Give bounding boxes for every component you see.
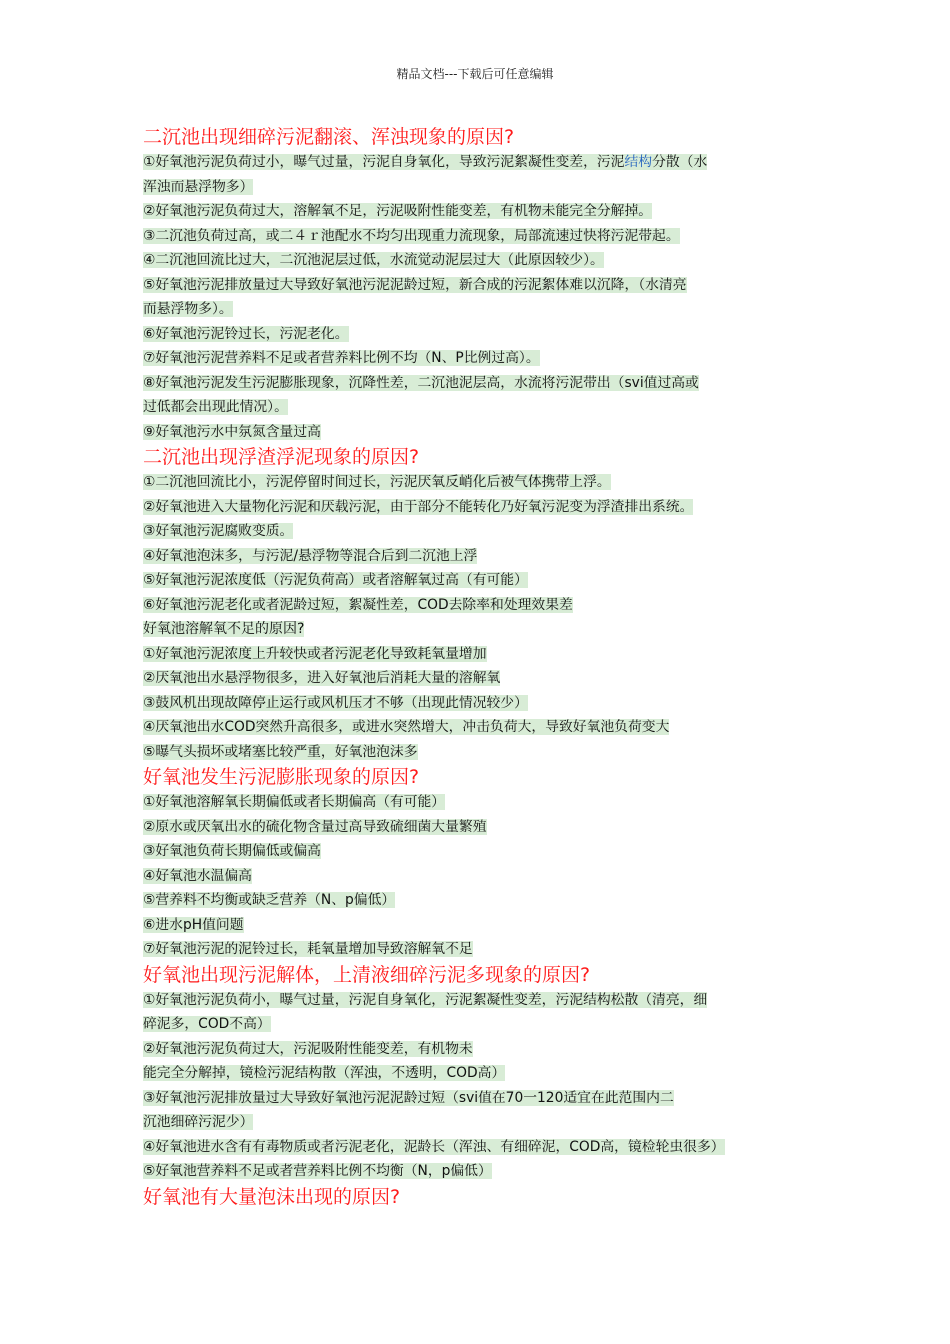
list-item: ⑤好氧池污泥排放量过大导致好氧池污泥泥龄过短，新合成的污泥絮体难以沉降，（水清亮 bbox=[143, 276, 687, 293]
list-item: ①好氧池污泥负荷小，曝气过量，污泥自身氧化，污泥絮凝性变差，污泥结构松散（清亮，细 bbox=[143, 991, 708, 1008]
list-item: ⑧好氧池污泥发生污泥膨胀现象，沉降性差，二沉池泥层高，水流将污泥带出（svi值过高或 bbox=[143, 374, 699, 391]
page-header: 精品文档---下载后可任意编辑 bbox=[396, 67, 554, 81]
section-heading: 好氧池有大量泡沫出现的原因? bbox=[143, 1185, 401, 1208]
list-item: ⑦好氧池污泥营养料不足或者营养料比例不均（N、P比例过高）。 bbox=[143, 350, 540, 366]
section-heading: 二沉池出现细碎污泥翻滚、浑浊现象的原因? bbox=[143, 126, 515, 148]
list-item: ②好氧池进入大量物化污泥和厌载污泥，由于部分不能转化乃好氧污泥变为浮渣排出系统。 bbox=[143, 498, 694, 515]
list-item: 能完全分解掉，镜检污泥结构散（浑浊，不透明，COD高） bbox=[143, 1065, 506, 1081]
list-item: ④好氧池进水含有有毒物质或者污泥老化，泥龄长（浑浊、有细碎泥，COD高，镜检轮虫很多） bbox=[143, 1138, 725, 1155]
list-item: ①二沉池回流比小，污泥停留时间过长，污泥厌氧反峭化后被气体携带上浮。 bbox=[143, 474, 611, 490]
list-item: 沉池细碎污泥少） bbox=[143, 1114, 254, 1130]
list-item: ②好氧池污泥负荷过大，溶解氧不足，污泥吸附性能变差，有机物未能完全分解掉。 bbox=[143, 203, 653, 219]
document-body bbox=[143, 124, 813, 1210]
list-item: ⑥好氧池污泥铃过长，污泥老化。 bbox=[143, 325, 349, 342]
section-heading: 二沉池出现浮渣浮泥现象的原因? bbox=[143, 446, 420, 468]
list-item: ⑦好氧池污泥的泥铃过长，耗氧量增加导致溶解氧不足 bbox=[143, 941, 473, 957]
list-item: ⑤营养料不均衡或缺乏营养（N、p偏低） bbox=[143, 892, 396, 908]
list-item: ②厌氧池出水悬浮物很多，进入好氧池后消耗大量的溶解氧 bbox=[143, 670, 501, 686]
list-item: ③二沉池负荷过高，或二４ｒ池配水不均匀出现重力流现象，局部流速过快将污泥带起。 bbox=[143, 227, 680, 244]
list-item: ⑥进水pH值问题 bbox=[143, 916, 244, 933]
list-item: ⑤好氧池营养料不足或者营养料比例不均衡（N，p偏低） bbox=[143, 1163, 492, 1179]
list-item: 浑浊而悬浮物多） bbox=[143, 178, 254, 195]
list-item: ③鼓风机出现故障停止运行或风机压才不够（出现此情况较少） bbox=[143, 694, 528, 711]
list-item: ④好氧池泡沫多，与污泥/悬浮物等混合后到二沉池上浮 bbox=[143, 547, 478, 564]
list-item: 碎泥多，COD不高） bbox=[143, 1016, 271, 1032]
list-item: ⑤好氧池污泥浓度低（污泥负荷高）或者溶解氧过高（有可能） bbox=[143, 572, 528, 588]
list-item: ③好氧池污泥排放量过大导致好氧池污泥泥龄过短（svi值在70一120适宜在此范围内二 bbox=[143, 1089, 674, 1106]
section-heading: 好氧池出现污泥解体，上清液细碎污泥多现象的原因? bbox=[143, 963, 591, 986]
list-item: ①好氧池污泥负荷过小，曝气过量，污泥自身氧化，导致污泥絮凝性变差，污泥结构分散（水 bbox=[143, 154, 708, 170]
list-item: ④好氧池水温偏高 bbox=[143, 867, 252, 884]
list-item: ⑥好氧池污泥老化或者泥龄过短，絮凝性差，COD去除率和处理效果差 bbox=[143, 596, 573, 613]
section-heading: 好氧池发生污泥膨胀现象的原因? bbox=[143, 766, 420, 788]
section-heading: 好氧池溶解氧不足的原因? bbox=[143, 621, 305, 637]
list-item: ⑤曝气头损坏或堵塞比较严重，好氧池泡沫多 bbox=[143, 743, 418, 760]
list-item: ③好氧池污泥腐败变质。 bbox=[143, 523, 294, 539]
list-item: ⑨好氧池污水中氛氮含量过高 bbox=[143, 423, 321, 440]
list-item: ③好氧池负荷长期偏低或偏高 bbox=[143, 843, 321, 859]
list-item: ①好氧池污泥浓度上升较快或者污泥老化导致耗氧量增加 bbox=[143, 645, 487, 662]
list-item: ②好氧池污泥负荷过大，污泥吸附性能变差，有机物未 bbox=[143, 1040, 473, 1057]
list-item: ④二沉池回流比过大，二沉池泥层过低，水流觉动泥层过大（此原因较少）。 bbox=[143, 252, 604, 268]
list-item: ②原水或厌氧出水的硫化物含量过高导致硫细菌大量繁殖 bbox=[143, 818, 487, 835]
list-item: ④厌氧池出水COD突然升高很多，或进水突然增大，冲击负荷大，导致好氧池负荷变大 bbox=[143, 719, 670, 735]
list-item: ①好氧池溶解氧长期偏低或者长期偏高（有可能） bbox=[143, 794, 446, 810]
list-item: 而悬浮物多）。 bbox=[143, 301, 233, 317]
list-item: 过低都会出现此情况）。 bbox=[143, 399, 288, 415]
